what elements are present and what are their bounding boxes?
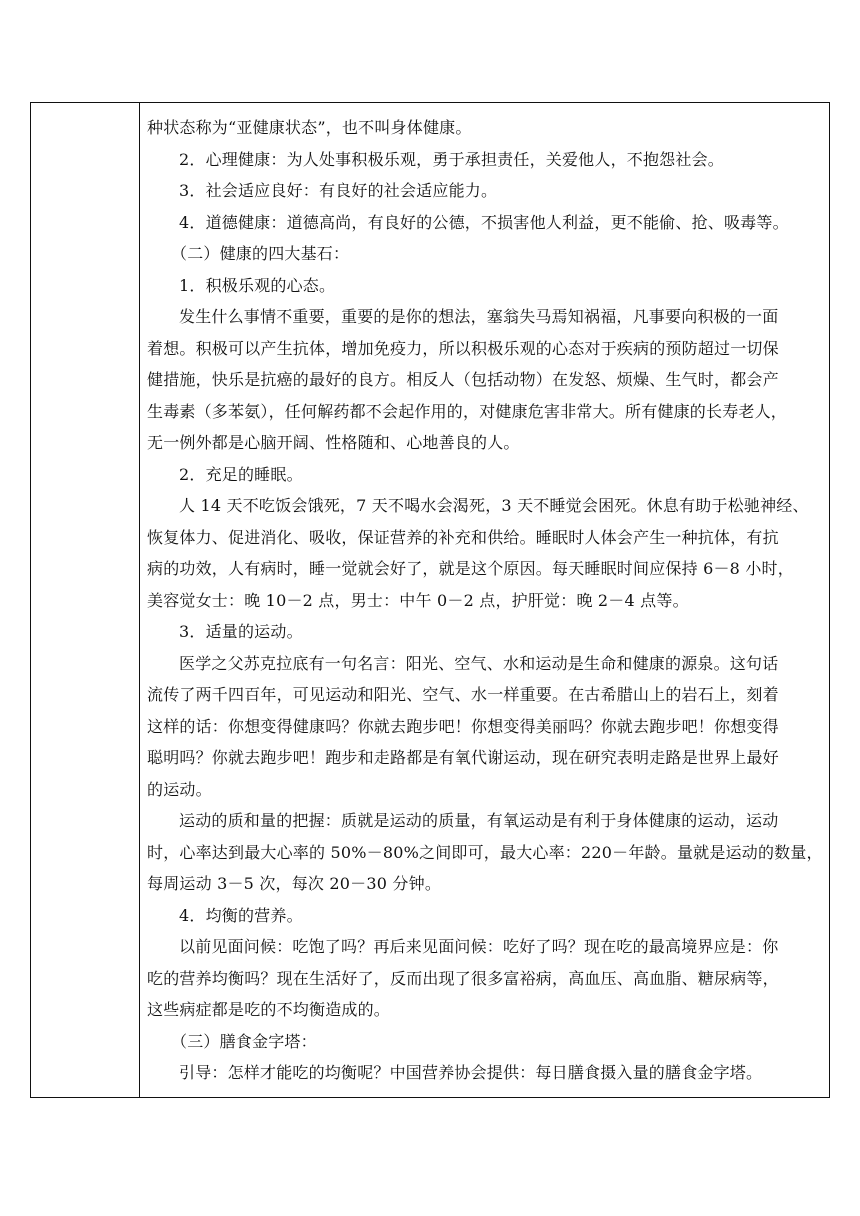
text-line: 聪明吗？你就去跑步吧！跑步和走路都是有氧代谢运动，现在研究表明走路是世界上最好: [147, 748, 779, 767]
text-line: 引导：怎样才能吃的均衡呢？中国营养协会提供：每日膳食摄入量的膳食金字塔。: [179, 1063, 763, 1082]
text-line: 时，心率达到最大心率的 50%－80%之间即可，最大心率：220－年龄。量就是运动的数量，: [147, 842, 823, 862]
text-line: 人 14 天不吃饭会饿死，7 天不喝水会渴死，3 天不睡觉会困死。休息有助于松驰神经、: [179, 496, 809, 515]
text-line: 这样的话：你想变得健康吗？你就去跑步吧！你想变得美丽吗？你就去跑步吧！你想变得: [147, 716, 779, 736]
text-line: 3．社会适应良好：有良好的社会适应能力。: [179, 181, 498, 200]
text-line: 运动的质和量的把握：质就是运动的质量，有氧运动是有利于身体健康的运动，运动: [179, 811, 779, 830]
text-line: （二）健康的四大基石：: [171, 244, 350, 263]
text-line: 流传了两千四百年，可见运动和阳光、空气、水一样重要。在古希腊山上的岩石上，刻着: [147, 685, 779, 704]
text-line: 4．均衡的营养。: [179, 905, 303, 925]
table-content-cell: [147, 112, 825, 1089]
text-line: 以前见面问候：吃饱了吗？再后来见面问候：吃好了吗？现在吃的最高境界应是：你: [179, 937, 779, 956]
text-line: 美容觉女士：晚 10－2 点，男士：中午 0－2 点，护肝觉：晚 2－4 点等。: [147, 590, 689, 610]
text-line: 恢复体力、促进消化、吸收，保证营养的补充和供给。睡眠时人体会产生一种抗体，有抗: [147, 527, 779, 547]
text-line: 着想。积极可以产生抗体，增加免疫力，所以积极乐观的心态对于疾病的预防超过一切保: [147, 338, 779, 358]
text-line: 医学之父苏克拉底有一句名言：阳光、空气、水和运动是生命和健康的源泉。这句话: [179, 653, 779, 673]
text-line: 的运动。: [147, 779, 212, 799]
text-line: 病的功效，人有病时，睡一觉就会好了，就是这个原因。每天睡眠时间应保持 6－8 小时，: [147, 559, 794, 578]
text-line: 4．道德健康：道德高尚，有良好的公德，不损害他人利益，更不能偷、抢、吸毒等。: [179, 212, 789, 232]
text-line: 生毒素（多苯氨），任何解药都不会起作用的，对健康危害非常大。所有健康的长寿老人，: [147, 401, 788, 421]
text-line: 2．充足的睡眠。: [179, 464, 303, 484]
text-line: 发生什么事情不重要，重要的是你的想法，塞翁失马焉知祸福，凡事要向积极的一面: [179, 307, 779, 326]
text-line: 种状态称为“亚健康状态”，也不叫身体健康。: [147, 118, 472, 137]
text-line: 无一例外都是心脑开阔、性格随和、心地善良的人。: [147, 433, 520, 452]
text-line: 1．积极乐观的心态。: [179, 275, 336, 295]
text-line: 吃的营养均衡吗？现在生活好了，反而出现了很多富裕病，高血压、高血脂、糖尿病等，: [147, 968, 779, 988]
column-divider: [139, 103, 140, 1097]
content-table: [30, 102, 830, 1098]
text-line: 2．心理健康：为人处事积极乐观，勇于承担责任，关爱他人，不抱怨社会。: [179, 149, 724, 169]
text-line: （三）膳食金字塔：: [171, 1031, 317, 1051]
text-line: 每周运动 3－5 次，每次 20－30 分钟。: [147, 874, 442, 893]
text-line: 这些病症都是吃的不均衡造成的。: [147, 1000, 391, 1019]
text-line: 健措施，快乐是抗癌的最好的良方。相反人（包括动物）在发怒、烦燥、生气时，都会产: [147, 370, 779, 389]
text-line: 3．适量的运动。: [179, 622, 303, 641]
